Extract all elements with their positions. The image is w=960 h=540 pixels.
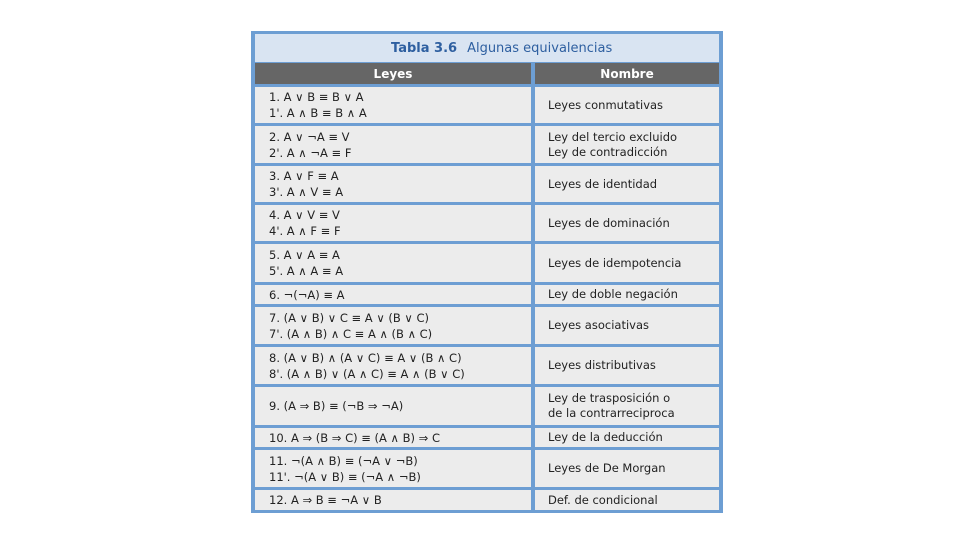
equivalences-table bbox=[251, 31, 723, 513]
table-row bbox=[251, 428, 723, 447]
table-row bbox=[251, 285, 723, 304]
caption-label: Tabla 3.6 bbox=[391, 40, 458, 56]
law-formula: 12. A ⇒ B ≡ ¬A ∨ B bbox=[269, 493, 382, 507]
law-name: Ley de doble negación bbox=[548, 287, 678, 301]
law-formula: 4. A ∨ V ≡ V bbox=[269, 208, 340, 222]
name-cell bbox=[535, 87, 719, 123]
law-formula: 11'. ¬(A ∨ B) ≡ (¬A ∧ ¬B) bbox=[269, 469, 421, 484]
law-formula: 7. (A ∨ B) ∨ C ≡ A ∨ (B ∨ C) bbox=[269, 310, 430, 325]
header-laws: Leyes bbox=[255, 63, 531, 84]
law-formula: 3. A ∨ F ≡ A bbox=[269, 169, 339, 183]
law-name: Ley de trasposición o bbox=[548, 391, 671, 405]
table-row bbox=[251, 126, 723, 163]
name-cell bbox=[535, 205, 719, 241]
caption-title: Algunas equivalencias bbox=[467, 40, 613, 56]
table-row bbox=[251, 166, 723, 202]
laws-cell bbox=[255, 307, 531, 344]
table-row bbox=[251, 307, 723, 344]
law-formula: 3'. A ∧ V ≡ A bbox=[269, 185, 344, 199]
table-row bbox=[251, 387, 723, 425]
name-cell bbox=[535, 307, 719, 344]
law-formula: 2'. A ∧ ¬A ≡ F bbox=[269, 145, 352, 160]
laws-cell bbox=[255, 428, 531, 447]
table-row bbox=[251, 244, 723, 282]
name-cell bbox=[535, 244, 719, 282]
law-formula: 7'. (A ∧ B) ∧ C ≡ A ∧ (B ∧ C) bbox=[269, 326, 433, 341]
law-formula: 2. A ∨ ¬A ≡ V bbox=[269, 129, 350, 144]
law-formula: 6. ¬(¬A) ≡ A bbox=[269, 287, 345, 302]
table-row bbox=[251, 87, 723, 123]
law-formula: 1. A ∨ B ≡ B ∨ A bbox=[269, 90, 364, 104]
law-name: Leyes de identidad bbox=[548, 176, 658, 191]
law-formula: 4'. A ∧ F ≡ F bbox=[269, 224, 341, 238]
law-name: Ley de la deducción bbox=[548, 430, 663, 444]
table-row bbox=[251, 205, 723, 241]
law-name: Leyes distributivas bbox=[548, 358, 656, 372]
name-cell bbox=[535, 450, 719, 487]
laws-cell bbox=[255, 387, 531, 425]
table-caption bbox=[255, 34, 719, 62]
law-formula: 10. A ⇒ (B ⇒ C) ≡ (A ∧ B) ⇒ C bbox=[269, 430, 440, 445]
table-row bbox=[251, 450, 723, 487]
name-cell bbox=[535, 347, 719, 384]
law-name: Def. de condicional bbox=[548, 492, 658, 507]
law-formula: 5'. A ∧ A ≡ A bbox=[269, 264, 344, 278]
law-name: Leyes asociativas bbox=[548, 318, 649, 332]
laws-cell bbox=[255, 244, 531, 282]
law-name: Leyes de idempotencia bbox=[548, 255, 682, 270]
laws-cell bbox=[255, 166, 531, 202]
law-formula: 9. (A ⇒ B) ≡ (¬B ⇒ ¬A) bbox=[269, 399, 404, 413]
law-name: Leyes de dominación bbox=[548, 215, 670, 230]
laws-cell bbox=[255, 450, 531, 487]
law-formula: 1'. A ∧ B ≡ B ∧ A bbox=[269, 106, 367, 120]
name-cell bbox=[535, 428, 719, 447]
law-name: Ley de contradicción bbox=[548, 144, 668, 159]
laws-cell bbox=[255, 347, 531, 384]
law-name: Leyes conmutativas bbox=[548, 97, 664, 112]
name-cell bbox=[535, 490, 719, 510]
name-cell bbox=[535, 285, 719, 304]
law-name: Leyes de De Morgan bbox=[548, 461, 666, 475]
laws-cell bbox=[255, 285, 531, 304]
law-name: Ley del tercio excluido bbox=[548, 129, 678, 144]
law-name: de la contrarreciproca bbox=[548, 406, 675, 420]
header-name: Nombre bbox=[535, 63, 719, 84]
table-row bbox=[251, 347, 723, 384]
laws-cell bbox=[255, 126, 531, 163]
law-formula: 8'. (A ∧ B) ∨ (A ∧ C) ≡ A ∧ (B ∨ C) bbox=[269, 366, 465, 381]
law-formula: 11. ¬(A ∧ B) ≡ (¬A ∨ ¬B) bbox=[269, 453, 418, 468]
name-cell bbox=[535, 387, 719, 425]
law-formula: 8. (A ∨ B) ∧ (A ∨ C) ≡ A ∨ (B ∧ C) bbox=[269, 350, 462, 365]
name-cell bbox=[535, 126, 719, 163]
table-row bbox=[251, 490, 723, 510]
laws-cell bbox=[255, 490, 531, 510]
laws-cell bbox=[255, 205, 531, 241]
laws-cell bbox=[255, 87, 531, 123]
law-formula: 5. A ∨ A ≡ A bbox=[269, 248, 340, 262]
name-cell bbox=[535, 166, 719, 202]
